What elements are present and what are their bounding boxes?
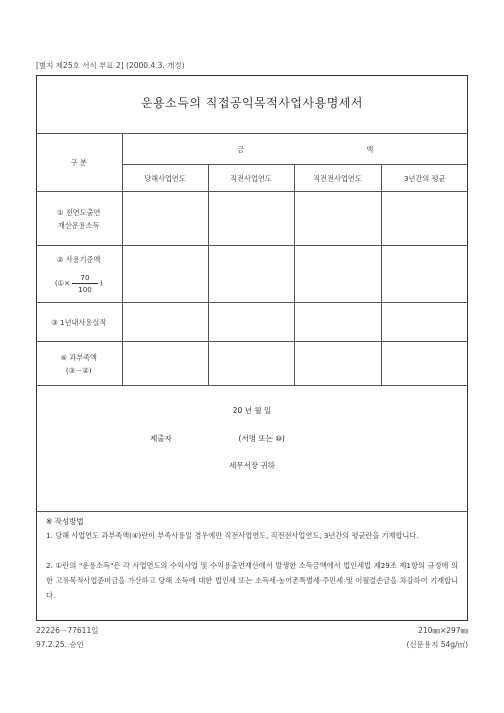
table-row: [36, 303, 468, 342]
cell-empty[interactable]: [208, 246, 294, 303]
notes-heading: ※ 작성방법: [46, 517, 84, 526]
addressee: 세무서장 귀하: [229, 461, 275, 470]
cell-empty[interactable]: [294, 192, 381, 246]
form-title: 운용소득의 직접공익목적사업사용명세서: [141, 96, 363, 110]
cell-empty[interactable]: [208, 303, 294, 342]
table-row: [36, 342, 468, 386]
table-row: [36, 192, 468, 246]
cell-empty[interactable]: [208, 192, 294, 246]
footer-form-number: 22226－77611일: [36, 626, 99, 635]
footer-approval: 97.2.25. 승인: [36, 640, 84, 649]
note-item-1: 1. 당해 사업연도 과부족액(④)란이 부족사용일 경우에만 직전사업연도, 직전전사업연도, 3년간의 평균란을 기재합니다.: [46, 531, 419, 540]
header-two-years-prior: 직전전사업연도: [294, 165, 381, 192]
row-label-usage-standard: ② 사용기준액 (①× $\frac{70}{100}$ ): [36, 246, 122, 303]
form-reference: [별지 제25호 서식 부표 2] (2000.4.3. 개정): [36, 61, 185, 70]
date-line: 20 년 월 일: [232, 406, 272, 415]
cell-empty[interactable]: [294, 246, 381, 303]
cell-empty[interactable]: [122, 303, 208, 342]
cell-empty[interactable]: [294, 303, 381, 342]
cell-empty[interactable]: [208, 342, 294, 386]
row-label-shortfall: ④ 과부족액 (③－②): [36, 342, 122, 386]
cell-empty[interactable]: [381, 246, 468, 303]
signature-label: (서명 또는 ⑩): [238, 434, 285, 443]
header-amount-left: 금: [237, 144, 245, 154]
footer-paper-size: 210㎜×297㎜: [418, 626, 468, 635]
header-three-year-avg: 3년간의 평균: [381, 165, 468, 192]
notes-divider: [36, 511, 468, 512]
usage-table: [36, 133, 468, 386]
fraction-70-100: $\frac{70}{100}$: [72, 272, 97, 295]
submitter-label: 제출자: [150, 434, 172, 443]
table-row: [36, 246, 468, 303]
header-amount: [122, 134, 468, 165]
header-amount-right: 액: [366, 144, 374, 154]
row-label-usage-actual: ③ 1년내사용실적: [36, 303, 122, 342]
row-label-operating-income: ① 전연도출연 재산운용소득: [36, 192, 122, 246]
cell-empty[interactable]: [381, 303, 468, 342]
cell-empty[interactable]: [122, 342, 208, 386]
header-current-year: 당해사업연도: [122, 165, 208, 192]
cell-empty[interactable]: [294, 342, 381, 386]
cell-empty[interactable]: [122, 192, 208, 246]
cell-empty[interactable]: [122, 246, 208, 303]
cell-empty[interactable]: [381, 192, 468, 246]
header-prior-year: 직전사업연도: [208, 165, 294, 192]
footer-paper-weight: (신문용지 54g/㎡): [406, 640, 468, 649]
submitter-line: [150, 433, 285, 444]
header-gubun: 구 분: [36, 134, 122, 192]
note-item-2: 2. ①란의 "운용소득"은 각 사업연도의 수익사업 및 수익용출연재산에서 발생한 소득금액에서 법인세법 제29조 제1항의 규정에 의한 고유목적사업준비금을 가산하고 당해 소득에 대한 법인세 또는 소득세·농어촌특별세·주민세 및 이월결손금을 차감하여 기재합니다.: [46, 561, 458, 600]
cell-empty[interactable]: [381, 342, 468, 386]
